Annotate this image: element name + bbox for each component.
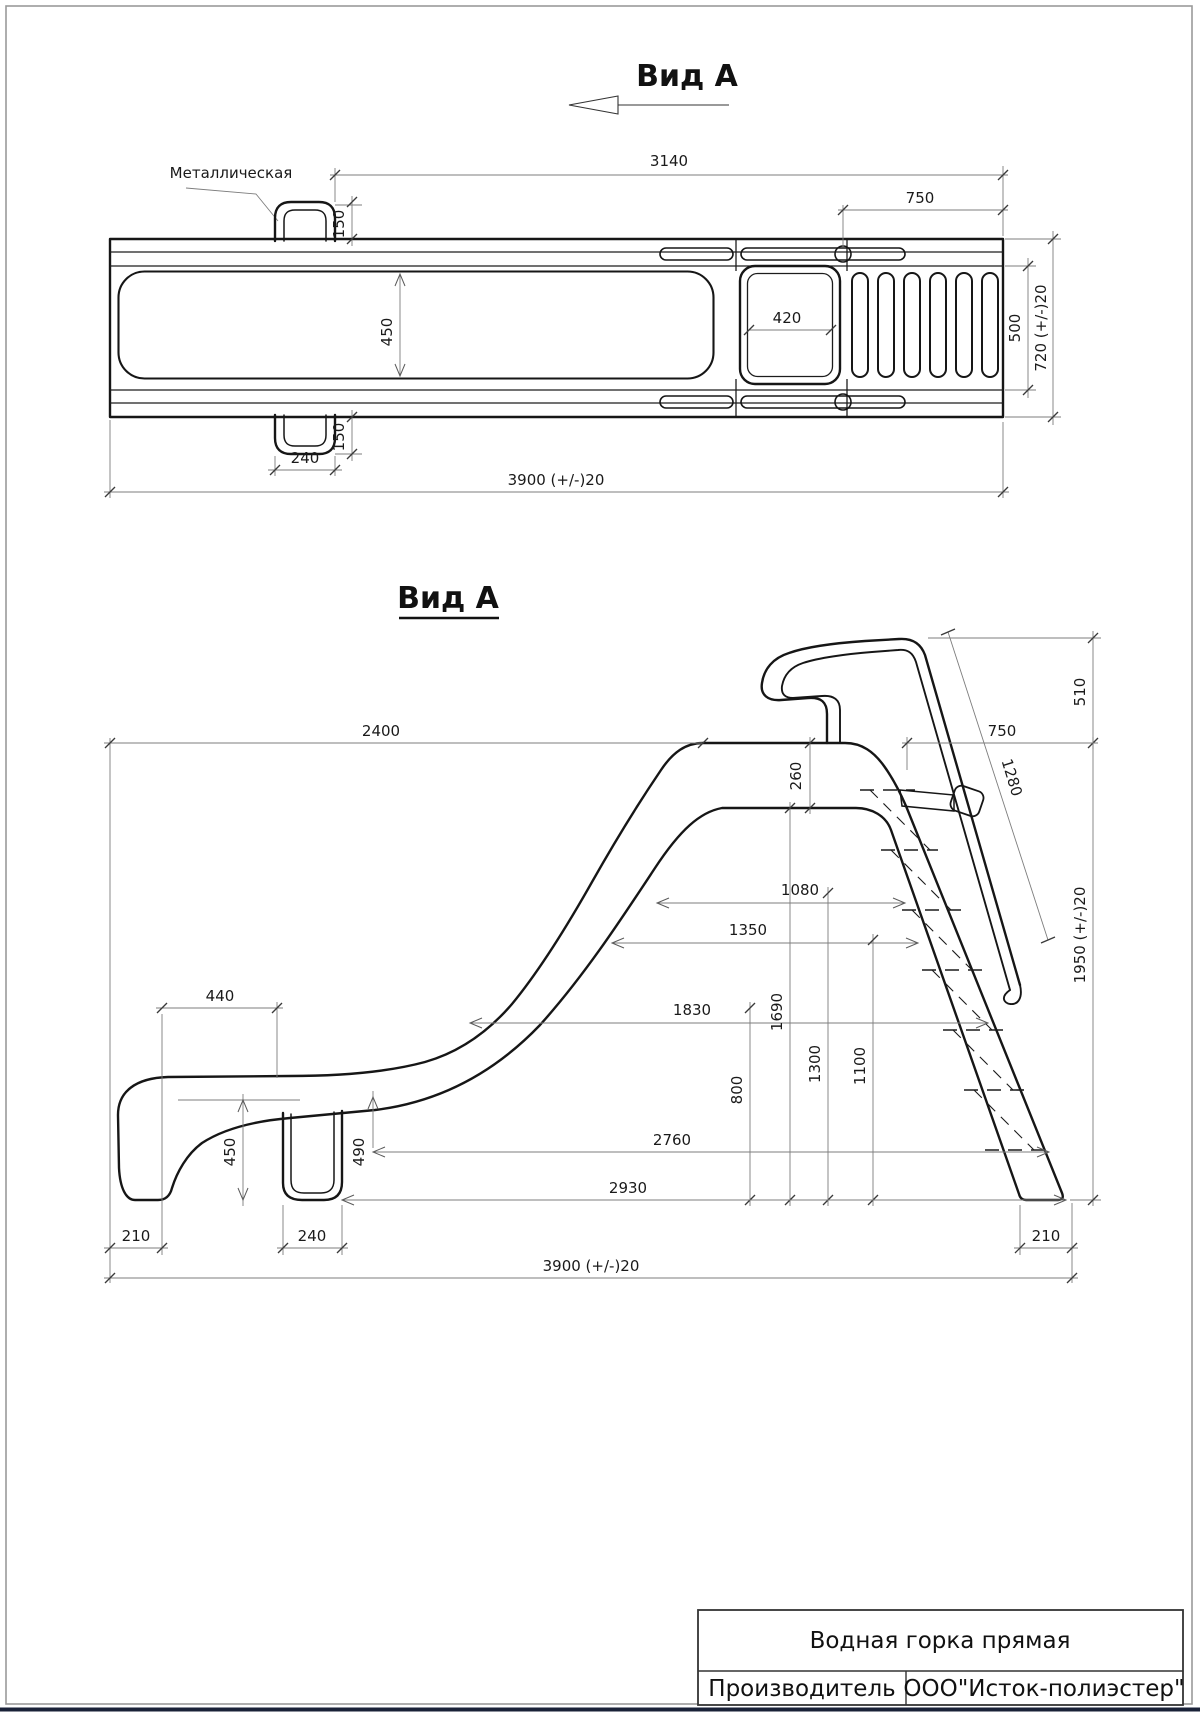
dim-height-1300: 1300 [806, 1044, 824, 1084]
dim-handle-height-top: 150 [330, 209, 348, 239]
dim-reach-1830: 1830 [672, 1001, 712, 1019]
dim-reach-1350: 1350 [728, 921, 768, 939]
dim-span-2930: 2930 [608, 1179, 648, 1197]
dim-slide-run: 2400 [361, 722, 401, 740]
dim-overall-depth: 720 (+/-)20 [1032, 284, 1050, 372]
dim-leg-width: 240 [297, 1227, 327, 1245]
dim-foot-right: 210 [1031, 1227, 1061, 1245]
side-view-title: Вид А [397, 581, 499, 616]
dim-ladder-length: 1280 [997, 756, 1026, 799]
dim-overall-width: 3140 [649, 152, 689, 170]
dim-ladder-section: 750 [905, 189, 935, 207]
top-view-title: Вид А [636, 59, 738, 94]
dim-handrail-rise: 510 [1071, 677, 1089, 707]
dim-platform-width: 420 [772, 309, 802, 327]
dim-span-2760: 2760 [652, 1131, 692, 1149]
title-block [698, 1610, 1185, 1705]
product-name: Водная горка прямая [809, 1628, 1071, 1654]
dim-deck-thickness: 260 [787, 761, 805, 791]
dim-runout-length: 440 [205, 987, 235, 1005]
dim-overall-length: 3900 (+/-)20 [507, 471, 605, 489]
page-border [6, 6, 1192, 1704]
dim-leg-height: 490 [350, 1137, 368, 1167]
dim-foot-left: 210 [121, 1227, 151, 1245]
dim-handle-height-bottom: 150 [330, 422, 348, 452]
dim-rung-length: 500 [1006, 313, 1024, 343]
dim-height-800: 800 [728, 1075, 746, 1105]
dim-overall-height: 1950 (+/-)20 [1071, 886, 1089, 984]
material-label: Металлическая [169, 164, 293, 182]
dim-runout-height: 450 [221, 1137, 239, 1167]
dim-height-1690: 1690 [768, 992, 786, 1032]
dim-overall-length-side: 3900 (+/-)20 [542, 1257, 640, 1275]
dim-height-1100: 1100 [851, 1046, 869, 1086]
dim-handle-width: 240 [290, 449, 320, 467]
manufacturer-value: ООО"Исток-полиэстер" [903, 1676, 1185, 1702]
dim-trough-width: 450 [378, 317, 396, 347]
dim-ladder-offset: 750 [987, 722, 1017, 740]
dim-reach-1080: 1080 [780, 881, 820, 899]
manufacturer-label: Производитель [708, 1676, 896, 1702]
